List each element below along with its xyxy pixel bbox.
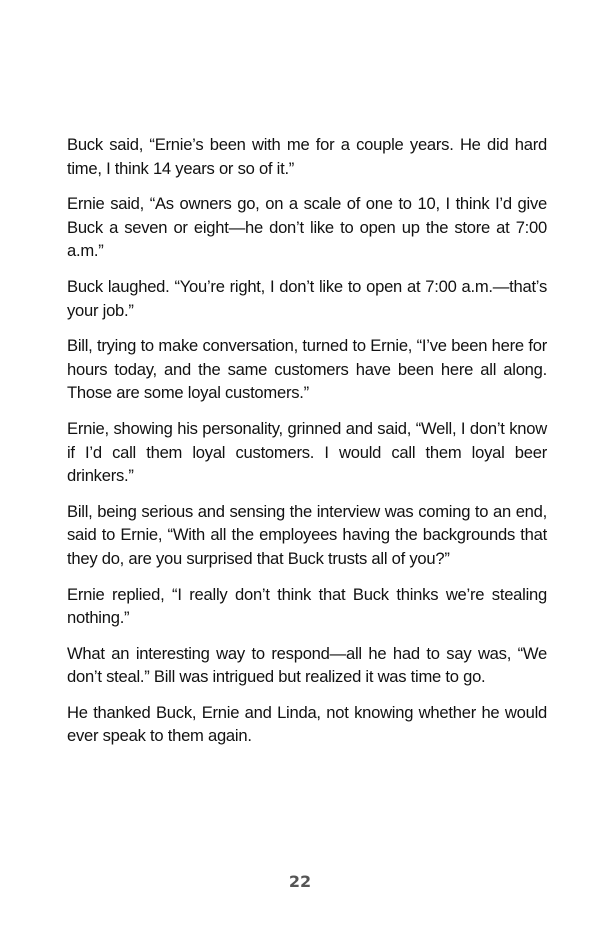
paragraph: Ernie said, “As owners go, on a scale of one to 10, I think I’d give Buck a seven or eight—he don’t like to open up the store at 7:00 a.m.” bbox=[67, 194, 547, 261]
paragraph: Ernie, showing his personality, grinned and said, “Well, I don’t know if I’d call them loyal customers. I would call them loyal beer drinkers.” bbox=[67, 418, 547, 486]
paragraph: Buck laughed. “You’re right, I don’t like to open at 7:00 a.m.—that’s your job.” bbox=[67, 276, 547, 320]
paragraph: Bill, trying to make conversation, turned to Ernie, “I’ve been here for hours today, and the same customers have been here all along. Those are some loyal customers.” bbox=[67, 336, 547, 403]
paragraph: Bill, being serious and sensing the interview was coming to an end, said to Ernie, “With all the employees having the backgrounds that they do, are you surprised that Buck trusts all of you?” bbox=[67, 501, 547, 568]
page-number: 22 bbox=[288, 872, 312, 891]
paragraph: Ernie replied, “I really don’t think that Buck thinks we’re stealing nothing.” bbox=[67, 584, 547, 628]
body-text bbox=[67, 133, 547, 760]
paragraph: What an interesting way to respond—all he had to say was, “We don’t steal.” Bill was intrigued but realized it was time to go. bbox=[67, 643, 547, 687]
paragraph: Buck said, “Ernie’s been with me for a couple years. He did hard time, I think 14 years or so of it.” bbox=[67, 135, 547, 178]
paragraph: He thanked Buck, Ernie and Linda, not knowing whether he would ever speak to them again. bbox=[67, 702, 547, 746]
